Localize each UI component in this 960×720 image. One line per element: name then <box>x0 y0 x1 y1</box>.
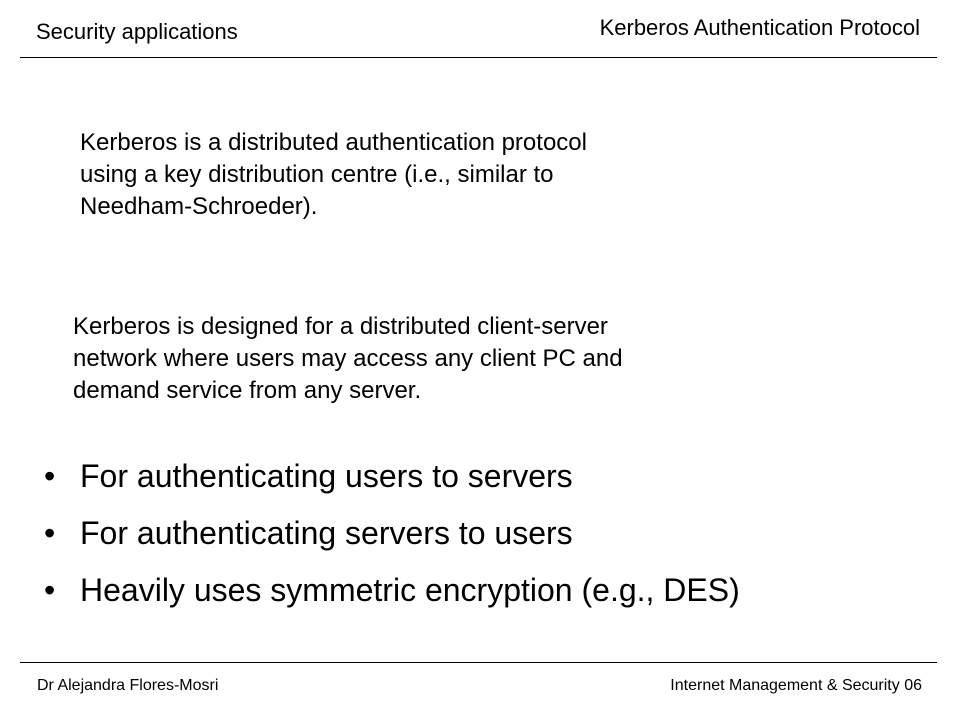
intro-paragraph <box>80 127 840 223</box>
design-line: network where users may access any client PC and <box>73 345 623 372</box>
intro-line: Kerberos is a distributed authentication protocol <box>80 129 587 156</box>
author-name: Dr Alejandra Flores-Mosri <box>37 677 219 694</box>
bullet-text: For authenticating users to servers <box>80 458 573 494</box>
bullet-marker: • <box>44 515 56 551</box>
bullet-item <box>44 457 740 495</box>
header-divider <box>20 57 937 58</box>
bullet-item <box>44 514 740 552</box>
bullet-item <box>44 571 740 609</box>
bullet-text: Heavily uses symmetric encryption (e.g., DES) <box>80 572 740 608</box>
bullet-text: For authenticating servers to users <box>80 515 573 551</box>
slide-title: Kerberos Authentication Protocol <box>599 15 920 40</box>
design-line: Kerberos is designed for a distributed client-server <box>73 313 608 340</box>
design-paragraph <box>73 311 833 407</box>
intro-line: using a key distribution centre (i.e., similar to <box>80 161 554 188</box>
section-label: Security applications <box>36 19 238 44</box>
course-label: Internet Management & Security 06 <box>670 677 922 694</box>
design-line: demand service from any server. <box>73 377 422 404</box>
bullet-marker: • <box>44 572 56 608</box>
bullet-marker: • <box>44 458 56 494</box>
intro-line: Needham-Schroeder). <box>80 193 318 220</box>
footer-divider <box>20 662 937 663</box>
bullet-list <box>44 457 740 628</box>
